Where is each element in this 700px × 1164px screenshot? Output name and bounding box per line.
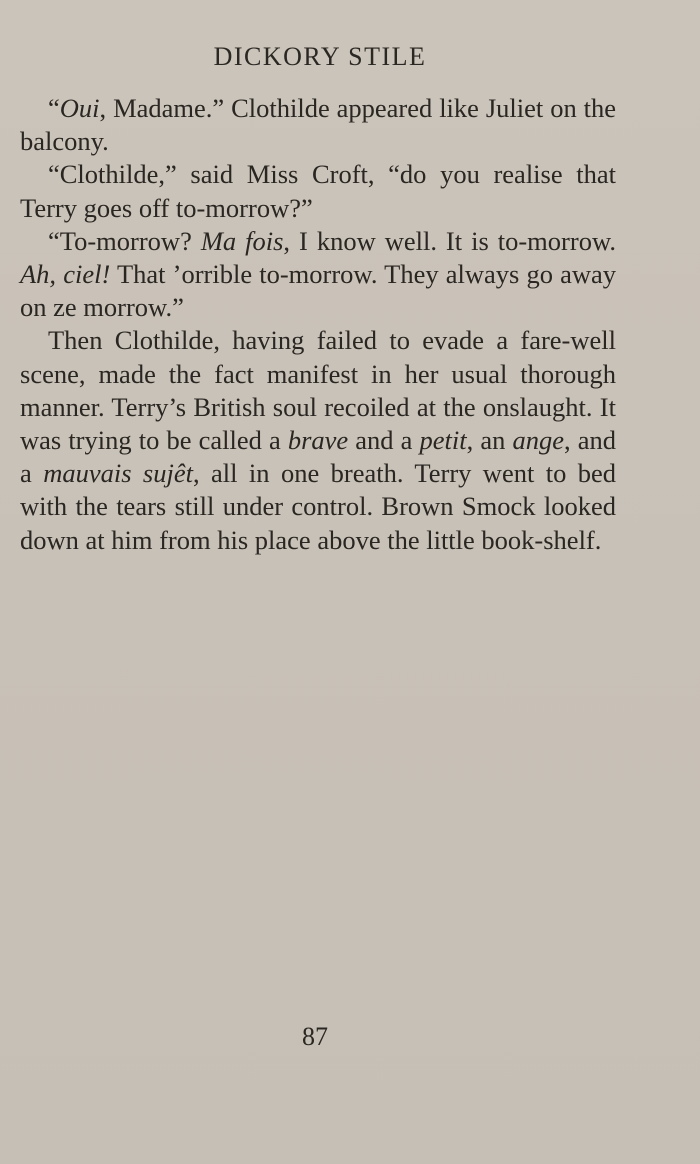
body-text [20, 92, 616, 557]
italic-phrase: ange [512, 425, 564, 456]
page-number: 87 [302, 1022, 328, 1051]
italic-phrase: Ma fois [200, 225, 284, 256]
running-head: DICKORY STILE [213, 42, 427, 71]
italic-phrase: petit [419, 425, 467, 456]
italic-phrase: Ah, ciel! [20, 259, 111, 290]
italic-phrase: mauvais sujêt [43, 458, 193, 489]
paragraph: Then Clothilde, having failed to evade a fare-well scene, made the fact manifest in her usual thorough manner. Terry’s British soul recoiled at the onslaught. It was trying to be called a brave and a petit, an ange, and a mauvais sujêt, all in one breath. Terry went to bed with the tears still under control. Brown Smock looked down at him from his place above the little book-shelf. [20, 325, 617, 555]
paragraph: “Oui, Madame.” Clothilde appeared like Juliet on the balcony. [20, 93, 616, 157]
paragraph: “To-morrow? Ma fois, I know well. It is to-morrow. Ah, ciel! That ’orrible to-morrow. They always go away on ze morrow.” [20, 225, 616, 323]
italic-phrase: Oui [59, 93, 100, 123]
italic-phrase: brave [287, 425, 349, 456]
paragraph: “Clothilde,” said Miss Croft, “do you realise that Terry goes off to-morrow?” [20, 159, 616, 223]
